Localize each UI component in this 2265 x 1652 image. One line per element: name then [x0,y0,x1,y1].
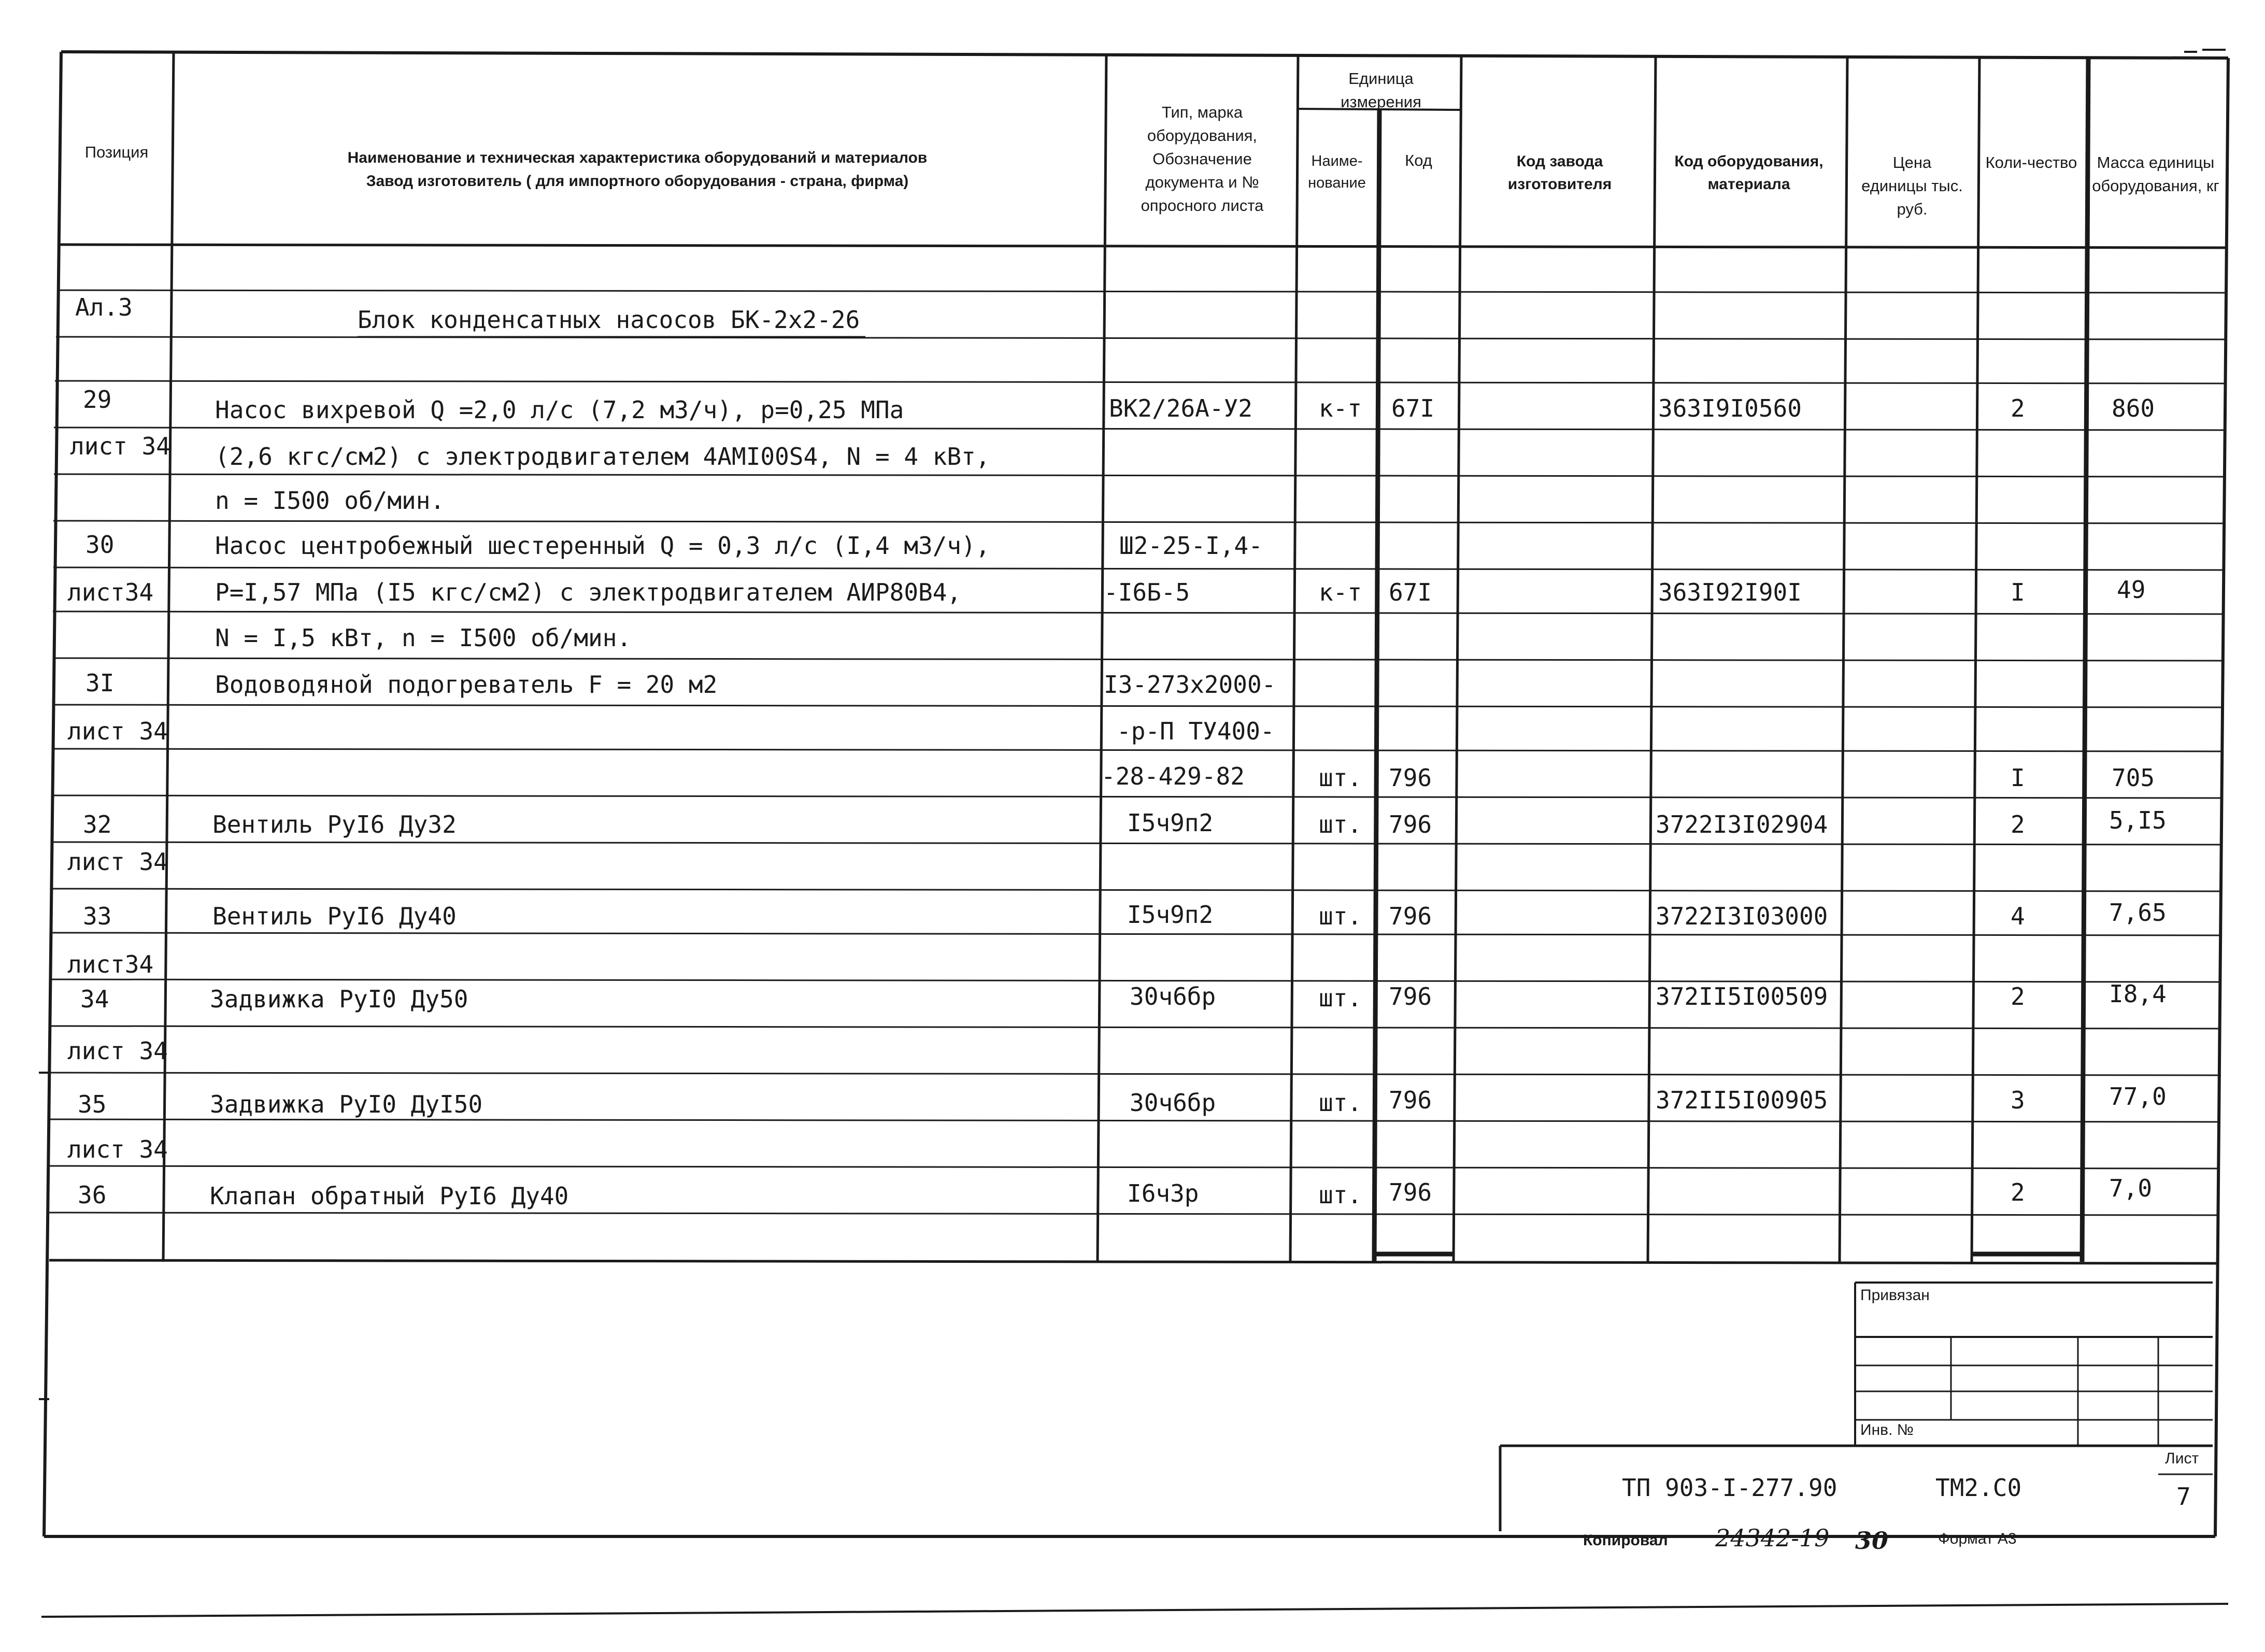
row34-sheet: лист 34 [67,1037,168,1065]
row35-code: 796 [1389,1086,1432,1114]
row29-sheet: лист 34 [70,432,170,460]
row36-mass: 7,0 [2109,1174,2153,1202]
row31-type-line1: I3-273х2000- [1104,671,1276,699]
row29-name-line2: (2,6 кгс/см2) с электродвигателем 4АМI00S4, N = 4 кВт, [215,443,990,471]
row30-name-line2: P=I,57 МПа (I5 кгс/см2) с электродвигателем АИР80В4, [215,578,962,606]
row33-position: 33 [83,902,112,930]
row34-mass: I8,4 [2109,980,2167,1008]
row31-mass: 705 [2112,764,2155,792]
row30-equip-code: 363I92I90I [1658,578,1802,606]
row35-unit: шт. [1319,1089,1362,1117]
sheet-label: Лист [2165,1450,2199,1467]
row29-name-line1: Насос вихревой Q =2,0 л/с (7,2 м3/ч), p=0,25 МПа [215,396,904,424]
header-name-line1: Наименование и техническая характеристика оборудований и материалов [347,149,928,166]
row33-type: I5ч9п2 [1127,901,1214,929]
row32-qty: 2 [2011,810,2025,838]
row34-code: 796 [1389,982,1432,1010]
header-equip-code: Код оборудования, материала [1674,153,1824,193]
row36-name-line1: Клапан обратный РуI6 Ду40 [210,1182,569,1210]
row34-position: 34 [80,985,109,1013]
footer-format: Формат А3 [1938,1530,2017,1547]
row34-unit: шт. [1319,984,1362,1012]
row29-position: 29 [83,386,112,414]
row33-qty: 4 [2011,902,2025,930]
stamp-inv-number: Инв. № [1860,1421,1914,1439]
row35-equip-code: 372II5I00905 [1656,1086,1828,1114]
header-position: Позиция [84,143,149,161]
row30-code: 67I [1389,578,1432,606]
header-mass: Масса единицы оборудования, кг [2092,153,2219,195]
row35-qty: 3 [2011,1086,2025,1114]
row31-code: 796 [1389,764,1432,792]
row31-type-line2: -р-П ТУ400- [1117,717,1275,745]
header-type: Тип, марка оборудования, Обозначение документа и № опросного листа [1141,103,1264,215]
header-factory-code: Код завода изготовителя [1507,153,1612,193]
row30-name-line3: N = I,5 кВт, n = I500 об/мин. [215,624,632,652]
row29-mass: 860 [2112,394,2155,422]
row34-name-line1: Задвижка РуI0 Ду50 [210,985,468,1013]
row31-name-line1: Водоводяной подогреватель F = 20 м2 [215,671,718,699]
footer-hand-number: 24342-19 [1715,1524,1830,1552]
row30-position: 30 [86,531,115,559]
row31-type-line3: -28-429-82 [1101,762,1245,790]
row33-equip-code: 3722I3I03000 [1656,902,1828,930]
header-unit-name: Наиме-нование [1308,153,1366,192]
row32-sheet: лист 34 [67,848,168,876]
row30-unit: к-т [1319,578,1362,606]
row32-name-line1: Вентиль РуI6 Ду32 [212,810,457,838]
row29-qty: 2 [2011,394,2025,422]
row36-code: 796 [1389,1178,1432,1206]
row36-unit: шт. [1319,1181,1362,1209]
row31-unit: шт. [1319,764,1362,792]
row32-type: I5ч9п2 [1127,809,1214,837]
doc-number: ТП 903-I-277.90 [1622,1474,1837,1502]
row34-equip-code: 372II5I00509 [1656,982,1828,1010]
row34-type: 30ч6бр [1130,982,1216,1010]
row36-qty: 2 [2011,1178,2025,1206]
row29-name-line3: n = I500 об/мин. [215,487,445,515]
footer-hand-30: 30 [1855,1527,1889,1555]
row29-equip-code: 363I9I0560 [1658,394,1802,422]
row33-code: 796 [1389,902,1432,930]
row32-unit: шт. [1319,810,1362,838]
header-price: Цена единицы тыс. руб. [1861,153,1963,218]
stamp-privyazan: Привязан [1860,1287,1930,1304]
row32-code: 796 [1389,810,1432,838]
row33-sheet: лист34 [67,950,154,978]
row29-type: ВК2/26А-У2 [1109,394,1252,422]
row31-sheet: лист 34 [67,717,168,745]
row35-sheet: лист 34 [67,1135,168,1163]
row31-qty: I [2011,764,2025,792]
row36-position: 36 [78,1181,107,1209]
row35-name-line1: Задвижка РуI0 ДуI50 [210,1090,483,1118]
row32-position: 32 [83,810,112,838]
row30-sheet: лист34 [67,578,154,606]
row35-type: 30ч6бр [1130,1089,1216,1117]
row33-name-line1: Вентиль РуI6 Ду40 [212,902,457,930]
row36-type: I6ч3р [1127,1179,1199,1207]
row31-position: 3I [86,669,115,697]
header-unit-group: Единица измерения [1341,69,1421,111]
row32-mass: 5,I5 [2109,806,2167,834]
row33-mass: 7,65 [2109,899,2167,927]
row30-type-line2: -I6Б-5 [1104,578,1190,606]
header-qty: Коли-чество [1985,153,2077,172]
doc-code: ТМ2.С0 [1935,1474,2022,1502]
row35-mass: 77,0 [2109,1083,2167,1110]
al3-title: Блок конденсатных насосов БК-2х2-26 [358,306,860,334]
row33-unit: шт. [1319,902,1362,930]
footer-copied: Копировал [1583,1532,1668,1549]
row29-code: 67I [1391,394,1435,422]
header-unit-code: Код [1405,151,1432,169]
row29-unit: к-т [1319,394,1362,422]
row34-qty: 2 [2011,982,2025,1010]
row30-name-line1: Насос центробежный шестеренный Q = 0,3 л/с (I,4 м3/ч), [215,532,990,560]
header-name-line2: Завод изготовитель ( для импортного оборудования - страна, фирма) [366,173,909,190]
row30-mass: 49 [2117,576,2146,604]
row35-position: 35 [78,1090,107,1118]
row30-type-line1: Ш2-25-I,4- [1119,532,1263,560]
sheet-number: 7 [2176,1483,2191,1511]
row30-qty: I [2011,578,2025,606]
row32-equip-code: 3722I3I02904 [1656,810,1828,838]
al3-position: Ал.3 [75,293,133,321]
